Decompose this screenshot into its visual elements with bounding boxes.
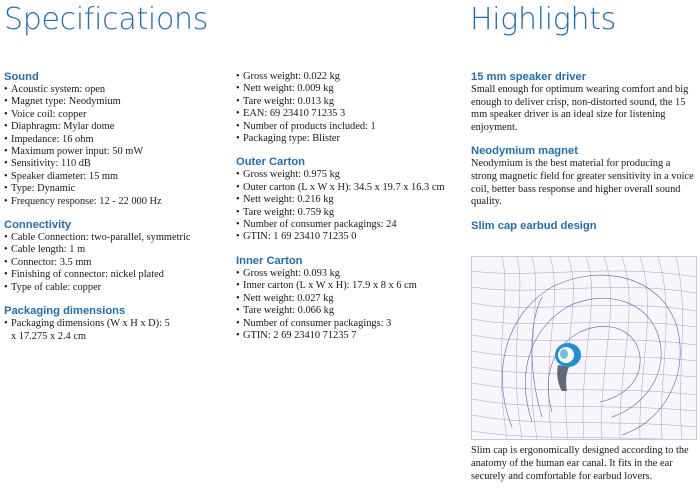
list-item: • Acoustic system: open [4,84,230,96]
highlight-title: Slim cap earbud design [471,219,597,232]
specs-column-1 [4,71,230,354]
list-item: • Tare weight: 0.759 kg [236,207,464,219]
list-item: • Cable Connection: two-parallel, symmetric [4,232,230,244]
highlight-text: Small enough for optimum wearing comfort and big enough to deliver crisp, non-distorted sound, the 15 mm speaker driver is an ideal size for listening enjoyment. [471,84,689,133]
list-item: • Tare weight: 0.013 kg [236,96,464,108]
list-item: • Cable length: 1 m [4,244,230,256]
highlights-column [471,71,695,233]
list-item: • GTIN: 2 69 23410 71235 7 [236,330,464,342]
list-item: • Maximum power input: 50 mW [4,146,230,158]
list-item: • Diaphragm: Mylar dome [4,121,230,133]
list-item: • Type of cable: copper [4,282,230,294]
sound-list [4,84,230,208]
earbud-caption: Slim cap is ergonomically designed according to the anatomy of the human ear canal. It fits in the ear securely and comfortable for earbud lovers. [471,445,689,482]
sound-title: Sound [4,71,39,83]
list-item: • Frequency response: 12 - 22 000 Hz [4,196,230,208]
list-item: • Number of consumer packagings: 3 [236,318,464,330]
list-item: • Magnet type: Neodymium [4,96,230,108]
earbud-icon [555,343,581,391]
list-item: • Number of consumer packagings: 24 [236,219,464,231]
inner-carton-title: Inner Carton [236,254,303,267]
packaging-title: Packaging dimensions [4,305,126,318]
list-item: • Speaker diameter: 15 mm [4,171,230,183]
list-item: • Outer carton (L x W x H): 34.5 x 19.7 x 16.3 cm [236,182,464,194]
list-item: • Gross weight: 0.975 kg [236,169,464,181]
list-item: • Type: Dynamic [4,183,230,195]
list-item: • Sensitivity: 110 dB [4,158,230,170]
inner-carton-list [236,268,464,342]
list-item: • Packaging type: Blister [236,133,464,145]
packaging-list [4,318,230,343]
list-item: • Nett weight: 0.009 kg [236,83,464,95]
outer-carton-list [236,169,464,243]
connectivity-title: Connectivity [4,219,72,232]
list-item: • Tare weight: 0.066 kg [236,305,464,317]
list-item: • Inner carton (L x W x H): 17.9 x 8 x 6 cm [236,280,464,292]
list-item: • Connector: 3.5 mm [4,257,230,269]
outer-carton-title: Outer Carton [236,156,305,169]
ear-mesh-graphic [472,257,696,439]
highlight-title: Neodymium magnet [471,145,578,158]
list-item: • Gross weight: 0.093 kg [236,268,464,280]
list-item: • Voice coil: copper [4,109,230,121]
list-item: • Packaging dimensions (W x H x D): 5 x 17.275 x 2.4 cm [4,318,171,343]
highlight-text: Neodymium is the best material for producing a strong magnetic field for greater sensitivity in a voice coil, better bass response and higher overall sound quality. [471,158,694,208]
list-item: • Nett weight: 0.027 kg [236,293,464,305]
specifications-heading: Specifications [4,2,209,37]
highlights-heading: Highlights [470,2,616,37]
weights-list [236,71,464,145]
earbud-ear-illustration [471,256,697,440]
list-item: • Gross weight: 0.022 kg [236,71,464,83]
connectivity-list [4,232,230,294]
list-item: • Finishing of connector: nickel plated [4,269,230,281]
list-item: • Nett weight: 0.216 kg [236,194,464,206]
list-item: • EAN: 69 23410 71235 3 [236,108,464,120]
list-item: • GTIN: 1 69 23410 71235 0 [236,231,464,243]
list-item: • Number of products included: 1 [236,121,464,133]
specs-column-2 [236,71,464,353]
list-item: • Impedance: 16 ohm [4,134,230,146]
highlight-title: 15 mm speaker driver [471,71,587,83]
